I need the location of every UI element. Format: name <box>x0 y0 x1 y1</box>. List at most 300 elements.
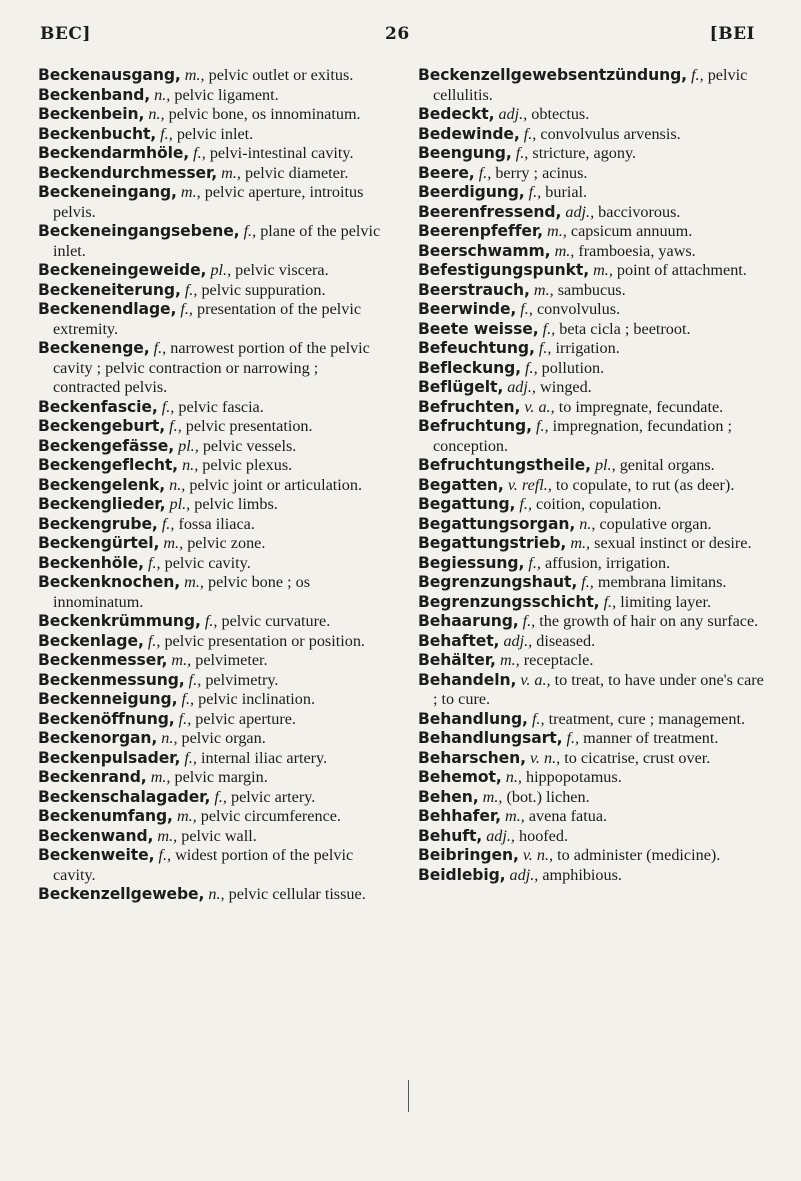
headword: Behandlungsart, <box>418 729 563 747</box>
definition: irrigation. <box>555 339 620 357</box>
headword: Beete weisse, <box>418 319 539 338</box>
dictionary-entry <box>38 710 384 730</box>
dictionary-entry <box>38 183 384 222</box>
dictionary-entry <box>418 827 768 847</box>
grammar-label: pl., <box>210 261 232 279</box>
definition: narrowest portion of the pelvic cavity ; pelvic contraction or narrowing ; contracted pelvis. <box>53 339 370 396</box>
grammar-label: m., <box>157 826 178 845</box>
definition: copulative organ. <box>599 514 712 533</box>
headword: Behandeln, <box>418 670 517 689</box>
grammar-label: m., <box>221 163 241 182</box>
dictionary-entry <box>38 807 384 827</box>
dictionary-entry <box>38 690 384 710</box>
dictionary-entry <box>38 437 384 457</box>
headword: Bedeckt, <box>418 105 495 123</box>
headword: Beckenfascie, <box>38 397 158 416</box>
definition: hoofed. <box>519 826 569 845</box>
definition: to copulate, to rut (as deer). <box>555 475 735 494</box>
headword: Befruchten, <box>418 397 521 416</box>
headword: Beckendarmhöle, <box>38 144 190 162</box>
grammar-label: n., <box>161 729 178 747</box>
grammar-label: f., <box>169 417 182 435</box>
dictionary-entry <box>418 866 768 886</box>
dictionary-entry <box>418 456 768 476</box>
dictionary-entry <box>38 398 384 418</box>
dictionary-entry <box>38 476 384 496</box>
headword: Beckenband, <box>38 85 151 104</box>
definition: stricture, agony. <box>532 144 637 162</box>
grammar-label: f., <box>531 709 545 728</box>
grammar-label: f., <box>528 553 541 572</box>
definition: presentation of the pelvic extremity. <box>53 300 362 338</box>
definition: pelvic presentation or position. <box>164 631 365 650</box>
grammar-label: f., <box>581 573 594 591</box>
definition: pelvic diameter. <box>245 163 349 182</box>
grammar-label: f., <box>542 319 556 338</box>
definition: point of attachment. <box>616 261 747 279</box>
definition: pelvic bone, os innominatum. <box>168 105 361 123</box>
headword: Beerstrauch, <box>418 280 530 299</box>
grammar-label: pl., <box>169 495 191 513</box>
headword: Beckenrand, <box>38 768 147 786</box>
definition: pelvic aperture. <box>195 709 296 728</box>
headword: Beckenmessung, <box>38 670 185 689</box>
grammar-label: adj., <box>486 826 515 845</box>
grammar-label: m., <box>184 66 205 84</box>
headword: Bedewinde, <box>418 124 520 143</box>
dictionary-entry <box>418 710 768 730</box>
definition: capsicum annuum. <box>570 222 693 240</box>
grammar-label: m., <box>482 787 503 806</box>
grammar-label: f., <box>153 339 167 357</box>
headword: Behen, <box>418 787 479 806</box>
guide-word-right: [BEI <box>709 24 755 44</box>
definition: winged. <box>540 378 592 396</box>
headword: Beidlebig, <box>418 865 506 884</box>
definition: pelvic joint or articulation. <box>189 475 362 494</box>
headword: Beckenbucht, <box>38 124 157 143</box>
dictionary-entry <box>418 749 768 769</box>
dictionary-entry <box>38 554 384 574</box>
dictionary-entry <box>38 632 384 652</box>
grammar-label: adj., <box>509 865 539 884</box>
definition: pelvic outlet or exitus. <box>208 66 354 84</box>
headword: Behuft, <box>418 826 483 845</box>
definition: to cicatrise, crust over. <box>564 748 711 767</box>
definition: pelvic wall. <box>181 826 257 845</box>
grammar-label: f., <box>178 709 192 728</box>
guide-word-left: BEC] <box>40 24 91 44</box>
right-column <box>418 66 768 885</box>
headword: Behaarung, <box>418 612 519 630</box>
headword: Beckenbein, <box>38 105 145 123</box>
definition: pelvic limbs. <box>194 495 278 513</box>
dictionary-entry <box>418 554 768 574</box>
grammar-label: n., <box>579 514 596 533</box>
headword: Behhafer, <box>418 807 501 825</box>
dictionary-entry <box>418 612 768 632</box>
dictionary-entry <box>418 281 768 301</box>
headword: Behandlung, <box>418 709 528 728</box>
dictionary-entry <box>418 593 768 613</box>
dictionary-entry <box>38 144 384 164</box>
headword: Beckenmesser, <box>38 651 168 669</box>
definition: affusion, irrigation. <box>545 553 671 572</box>
grammar-label: f., <box>147 553 161 572</box>
headword: Beckenzellgewebsentzündung, <box>418 66 688 84</box>
dictionary-entry <box>418 534 768 554</box>
headword: Befruchtungstheile, <box>418 456 591 474</box>
dictionary-entry <box>418 398 768 418</box>
definition: pelvic curvature. <box>221 612 331 630</box>
grammar-label: v. n., <box>522 846 554 864</box>
headword: Beckenendlage, <box>38 300 177 318</box>
headword: Beerdigung, <box>418 183 525 201</box>
dictionary-entry <box>418 417 768 456</box>
dictionary-entry <box>418 242 768 262</box>
headword: Beckengelenk, <box>38 475 166 494</box>
headword: Beckenumfang, <box>38 807 173 825</box>
grammar-label: f., <box>158 846 172 864</box>
definition: sexual instinct or desire. <box>594 534 752 552</box>
dictionary-entry <box>38 281 384 301</box>
dictionary-entry <box>418 359 768 379</box>
definition: pelvic cavity. <box>164 553 251 572</box>
grammar-label: n., <box>505 768 522 786</box>
grammar-label: pl., <box>594 456 616 474</box>
headword: Begiessung, <box>418 553 525 572</box>
grammar-label: m., <box>505 807 525 825</box>
dictionary-entry <box>418 105 768 125</box>
dictionary-entry <box>38 456 384 476</box>
headword: Beckenpulsader, <box>38 748 181 767</box>
dictionary-entry <box>418 183 768 203</box>
dictionary-entry <box>418 144 768 164</box>
headword: Beckenorgan, <box>38 729 158 747</box>
dictionary-entry <box>38 86 384 106</box>
definition: to impregnate, fecundate. <box>558 397 724 416</box>
grammar-label: v. a., <box>520 670 551 689</box>
page-number: 26 <box>385 24 410 44</box>
headword: Beengung, <box>418 144 512 162</box>
definition: pelvic suppuration. <box>201 280 326 299</box>
headword: Beckenwand, <box>38 826 154 845</box>
dictionary-entry <box>38 300 384 339</box>
grammar-label: m., <box>499 651 520 669</box>
headword: Beckeneingangsebene, <box>38 222 240 240</box>
headword: Befeuchtung, <box>418 339 535 357</box>
headword: Beckenknochen, <box>38 573 181 591</box>
headword: Befruchtung, <box>418 417 532 435</box>
grammar-label: adj., <box>503 631 533 650</box>
headword: Beckenausgang, <box>38 66 181 84</box>
grammar-label: f., <box>525 358 538 377</box>
grammar-label: f., <box>180 300 193 318</box>
definition: pelvic viscera. <box>235 261 329 279</box>
definition: pelvic ligament. <box>174 85 279 104</box>
grammar-label: f., <box>214 787 227 806</box>
headword: Beerwinde, <box>418 300 517 318</box>
headword: Beckenzellgewebe, <box>38 885 205 903</box>
page-header <box>0 24 801 50</box>
dictionary-entry <box>418 476 768 496</box>
definition: to administer (medicine). <box>557 846 721 864</box>
grammar-label: m., <box>180 183 201 201</box>
dictionary-entry <box>38 827 384 847</box>
dictionary-entry <box>418 125 768 145</box>
column-rule <box>408 1080 409 1112</box>
definition: treatment, cure ; management. <box>548 709 745 728</box>
grammar-label: f., <box>523 124 537 143</box>
headword: Beckendurchmesser, <box>38 163 218 182</box>
dictionary-entry <box>418 378 768 398</box>
definition: convolvulus arvensis. <box>540 124 681 143</box>
headword: Begattungstrieb, <box>418 534 567 552</box>
grammar-label: adj., <box>565 202 595 221</box>
headword: Beckenneigung, <box>38 690 178 708</box>
definition: pelvic inclination. <box>198 690 315 708</box>
dictionary-entry <box>418 632 768 652</box>
dictionary-entry <box>418 300 768 320</box>
definition: pelvic organ. <box>181 729 266 747</box>
dictionary-entry <box>38 105 384 125</box>
dictionary-entry <box>418 573 768 593</box>
grammar-label: n., <box>148 105 165 123</box>
dictionary-entry <box>38 612 384 632</box>
definition: amphibious. <box>542 865 622 884</box>
dictionary-entry <box>38 729 384 749</box>
headword: Beckengefässe, <box>38 436 175 455</box>
definition: pelvic vessels. <box>202 436 297 455</box>
grammar-label: m., <box>163 534 184 552</box>
definition: the growth of hair on any surface. <box>539 612 759 630</box>
dictionary-entry <box>38 261 384 281</box>
dictionary-entry <box>418 846 768 866</box>
definition: baccivorous. <box>598 202 681 221</box>
grammar-label: f., <box>193 144 206 162</box>
grammar-label: f., <box>522 612 536 630</box>
definition: convolvulus. <box>536 300 621 318</box>
headword: Beckeneingeweide, <box>38 261 207 279</box>
definition: fossa iliaca. <box>178 514 255 533</box>
headword: Beckengeflecht, <box>38 456 179 474</box>
grammar-label: adj., <box>498 105 528 123</box>
headword: Beckengürtel, <box>38 534 160 552</box>
dictionary-entry <box>418 203 768 223</box>
dictionary-entry <box>418 671 768 710</box>
definition: pelvimeter. <box>195 651 268 669</box>
definition: limiting layer. <box>620 592 712 611</box>
dictionary-entry <box>38 651 384 671</box>
definition: membrana limitans. <box>597 573 727 591</box>
grammar-label: v. refl., <box>507 475 552 494</box>
dictionary-entry <box>38 125 384 145</box>
definition: pelvic plexus. <box>202 456 293 474</box>
dictionary-entry <box>418 66 768 105</box>
grammar-label: f., <box>161 397 175 416</box>
definition: impregnation, fecundation ; conception. <box>433 417 732 455</box>
headword: Behemot, <box>418 768 502 786</box>
definition: genital organs. <box>619 456 715 474</box>
dictionary-entry <box>418 788 768 808</box>
dictionary-entry <box>38 788 384 808</box>
grammar-label: f., <box>181 690 195 708</box>
definition: internal iliac artery. <box>201 748 328 767</box>
headword: Begattungsorgan, <box>418 514 576 533</box>
grammar-label: n., <box>208 885 225 903</box>
definition: plane of the pelvic inlet. <box>53 222 381 260</box>
headword: Beckenhöle, <box>38 553 144 572</box>
headword: Beckenweite, <box>38 846 155 864</box>
dictionary-entry <box>38 846 384 885</box>
definition: pelvic cellulitis. <box>433 66 748 104</box>
grammar-label: f., <box>515 144 529 162</box>
grammar-label: m., <box>593 261 613 279</box>
headword: Begrenzungsschicht, <box>418 592 600 611</box>
dictionary-entry <box>418 261 768 281</box>
grammar-label: f., <box>184 280 198 299</box>
grammar-label: f., <box>691 66 704 84</box>
grammar-label: f., <box>538 339 552 357</box>
grammar-label: f., <box>160 124 173 143</box>
headword: Behälter, <box>418 651 496 669</box>
grammar-label: f., <box>188 670 202 689</box>
headword: Befestigungspunkt, <box>418 261 590 279</box>
definition: (bot.) lichen. <box>506 787 590 806</box>
headword: Beerenpfeffer, <box>418 222 543 240</box>
dictionary-entry <box>418 768 768 788</box>
definition: burial. <box>545 183 588 201</box>
dictionary-entry <box>418 495 768 515</box>
grammar-label: f., <box>243 222 257 240</box>
grammar-label: m., <box>533 280 554 299</box>
dictionary-entry <box>38 222 384 261</box>
grammar-label: pl., <box>178 436 199 455</box>
headword: Beckenenge, <box>38 339 150 357</box>
dictionary-entry <box>38 66 384 86</box>
definition: receptacle. <box>523 651 594 669</box>
dictionary-entry <box>38 164 384 184</box>
definition: pelvic circumference. <box>200 807 341 825</box>
dictionary-entry <box>38 534 384 554</box>
definition: pelvic inlet. <box>176 124 254 143</box>
grammar-label: m., <box>150 768 171 786</box>
definition: pelvic margin. <box>174 768 268 786</box>
headword: Begatten, <box>418 475 504 494</box>
grammar-label: m., <box>184 573 204 591</box>
definition: framboesia, yaws. <box>578 241 696 260</box>
grammar-label: n., <box>182 456 199 474</box>
definition: pelvimetry. <box>205 670 279 689</box>
headword: Beerschwamm, <box>418 241 551 260</box>
grammar-label: m., <box>176 807 197 825</box>
headword: Beckengrube, <box>38 514 158 533</box>
grammar-label: f., <box>519 495 532 513</box>
definition: coition, copulation. <box>536 495 662 513</box>
grammar-label: v. n., <box>529 748 561 767</box>
dictionary-entry <box>418 320 768 340</box>
headword: Beere, <box>418 163 475 182</box>
grammar-label: f., <box>184 748 197 767</box>
definition: pelvic zone. <box>187 534 266 552</box>
headword: Behaftet, <box>418 631 500 650</box>
grammar-label: n., <box>154 85 171 104</box>
headword: Beckenöffnung, <box>38 709 175 728</box>
dictionary-entry <box>418 164 768 184</box>
grammar-label: f., <box>535 417 549 435</box>
definition: sambucus. <box>557 280 626 299</box>
definition: widest portion of the pelvic cavity. <box>53 846 354 884</box>
definition: pelvic fascia. <box>178 397 264 416</box>
definition: pelvic presentation. <box>185 417 313 435</box>
definition: avena fatua. <box>528 807 608 825</box>
definition: pelvic aperture, introitus pelvis. <box>53 183 364 221</box>
dictionary-entry <box>38 885 384 905</box>
dictionary-entry <box>418 515 768 535</box>
headword: Befleckung, <box>418 358 521 377</box>
headword: Beckenlage, <box>38 631 144 650</box>
headword: Beckengeburt, <box>38 417 166 435</box>
grammar-label: f., <box>603 592 617 611</box>
headword: Begrenzungshaut, <box>418 573 578 591</box>
definition: pelvi-intestinal cavity. <box>209 144 354 162</box>
definition: pelvic cellular tissue. <box>228 885 366 903</box>
grammar-label: f., <box>161 514 175 533</box>
grammar-label: f., <box>566 729 580 747</box>
headword: Beflügelt, <box>418 378 504 396</box>
grammar-label: f., <box>478 163 492 182</box>
dictionary-entry <box>38 417 384 437</box>
grammar-label: adj., <box>507 378 536 396</box>
definition: hippopotamus. <box>525 768 622 786</box>
headword: Beerenfressend, <box>418 202 562 221</box>
headword: Begattung, <box>418 495 516 513</box>
left-column <box>38 66 384 905</box>
grammar-label: m., <box>547 222 567 240</box>
grammar-label: n., <box>169 475 186 494</box>
grammar-label: f., <box>147 631 161 650</box>
dictionary-entry <box>38 573 384 612</box>
headword: Beckenkrümmung, <box>38 612 201 630</box>
definition: pelvic bone ; os innominatum. <box>53 573 311 611</box>
definition: manner of treatment. <box>583 729 719 747</box>
dictionary-entry <box>38 339 384 398</box>
grammar-label: f., <box>204 612 218 630</box>
headword: Beckenglieder, <box>38 495 166 513</box>
dictionary-entry <box>38 495 384 515</box>
dictionary-entry <box>38 671 384 691</box>
definition: to treat, to have under one's care ; to cure. <box>433 670 764 708</box>
headword: Beckenschalagader, <box>38 787 211 806</box>
headword: Beibringen, <box>418 846 519 864</box>
definition: pelvic artery. <box>230 787 316 806</box>
dictionary-entry <box>38 749 384 769</box>
headword: Beckeneiterung, <box>38 280 181 299</box>
grammar-label: f., <box>528 183 542 201</box>
dictionary-entry <box>418 339 768 359</box>
grammar-label: m., <box>570 534 591 552</box>
dictionary-entry <box>38 768 384 788</box>
dictionary-entry <box>418 729 768 749</box>
grammar-label: m., <box>554 241 575 260</box>
headword: Beckeneingang, <box>38 183 177 201</box>
dictionary-entry <box>418 651 768 671</box>
definition: beta cicla ; beetroot. <box>559 319 691 338</box>
definition: pollution. <box>541 358 605 377</box>
headword: Beharschen, <box>418 748 526 767</box>
definition: berry ; acinus. <box>495 163 588 182</box>
dictionary-entry <box>38 515 384 535</box>
